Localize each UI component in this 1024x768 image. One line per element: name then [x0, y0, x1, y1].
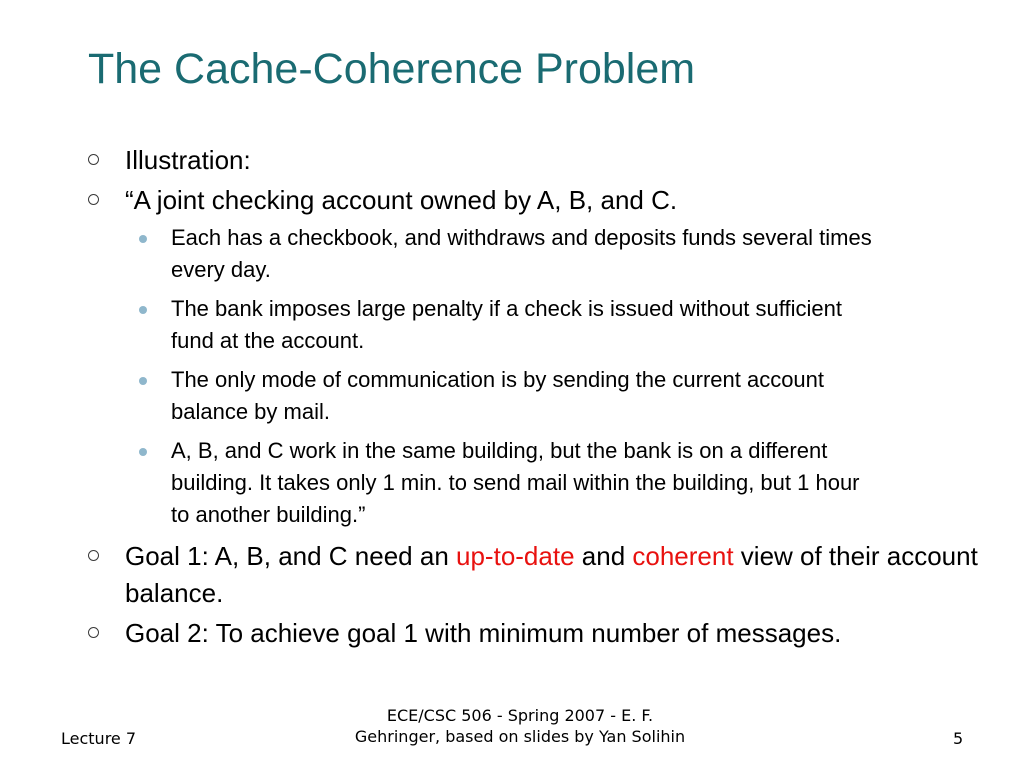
sub-bullet-mail	[171, 364, 881, 428]
footer-course-line-1: ECE/CSC 506 - Spring 2007 - E. F.	[386, 706, 654, 725]
footer-course-credit	[300, 705, 740, 747]
sub-bullet-checkbook	[171, 222, 881, 286]
sub-bullet-text: A, B, and C work in the same building, but the bank is on a different building. It takes only 1 min. to send mail within the building, but 1 hour to another building.”	[171, 438, 860, 527]
hollow-circle-bullet-icon	[88, 627, 99, 638]
footer-lecture: Lecture 7	[61, 729, 137, 748]
dot-bullet-icon	[139, 377, 147, 385]
dot-bullet-icon	[139, 306, 147, 314]
slide-title: The Cache-Coherence Problem	[88, 45, 696, 93]
goal1-suffix: view of their account balance.	[125, 541, 978, 608]
bullet-text: Goal 2: To achieve goal 1 with minimum number of messages.	[125, 618, 842, 648]
bullet-goal-1	[88, 538, 988, 612]
sub-bullet-text: The only mode of communication is by sending the current account balance by mail.	[171, 367, 825, 424]
footer-course-line-2: Gehringer, based on slides by Yan Solihin	[354, 727, 686, 746]
bullet-joint-account	[88, 182, 988, 219]
bullet-illustration	[88, 142, 988, 179]
goal1-highlight-coherent: coherent	[632, 541, 734, 571]
hollow-circle-bullet-icon	[88, 550, 99, 561]
bullet-goal-2	[88, 615, 988, 652]
sub-bullet-penalty	[171, 293, 881, 357]
footer-page-number: 5	[953, 729, 964, 748]
goal1-mid: and	[574, 541, 633, 571]
sub-bullet-text: The bank imposes large penalty if a check is issued without sufficient fund at the account.	[171, 296, 842, 353]
dot-bullet-icon	[139, 235, 147, 243]
dot-bullet-icon	[139, 448, 147, 456]
hollow-circle-bullet-icon	[88, 194, 99, 205]
sub-bullet-text: Each has a checkbook, and withdraws and deposits funds several times every day.	[171, 225, 872, 282]
goal1-prefix: Goal 1: A, B, and C need an	[125, 541, 457, 571]
bullet-text: Illustration:	[125, 145, 251, 175]
bullet-text: “A joint checking account owned by A, B, and C.	[125, 185, 678, 215]
hollow-circle-bullet-icon	[88, 154, 99, 165]
slide-body	[88, 142, 988, 655]
goal1-highlight-up-to-date: up-to-date	[456, 541, 575, 571]
sub-bullet-building	[171, 435, 881, 531]
